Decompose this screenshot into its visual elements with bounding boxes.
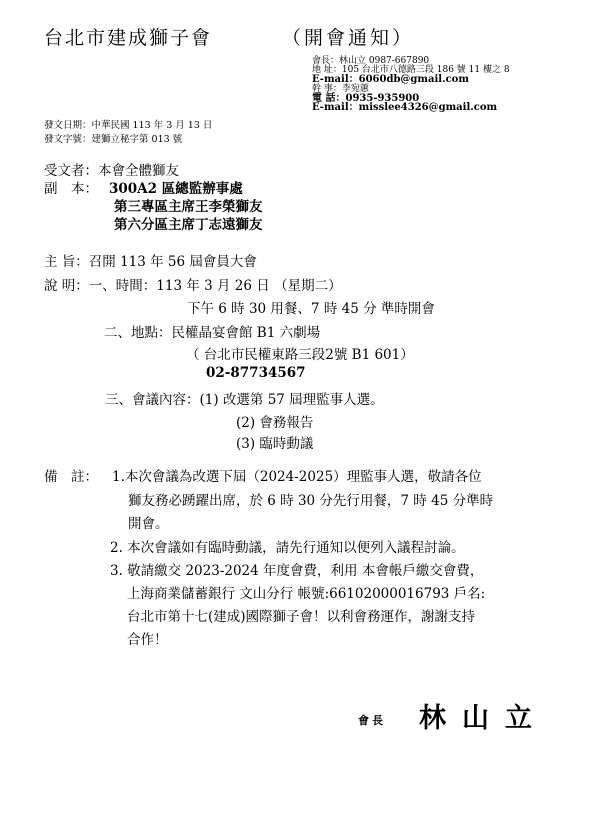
agenda-line-3: (3) 臨時動議 xyxy=(236,436,314,452)
president-contact: 會長：林山立 0987-667890 xyxy=(312,56,430,66)
cc-recipient-1: 300A2 區總監辦事處 xyxy=(109,181,243,197)
note-3-line-4: 合作！ xyxy=(127,632,168,648)
recipient-line: 受文者：本會全體獅友 xyxy=(44,163,179,179)
secretary-contact: 幹 事：李宛蕙 xyxy=(312,83,369,94)
place-phone: 02-87734567 xyxy=(206,365,306,381)
note-1-line-1: 1.本次會議為改選下屆（2024-2025）理監事人選，敬請各位 xyxy=(112,469,482,485)
subject-line: 主 旨：召開 113 年 56 屆會員大會 xyxy=(44,254,257,270)
reference-number: 發文字號：建獅立秘字第 013 號 xyxy=(44,134,183,145)
email-primary: E-mail：6060db@gmail.com xyxy=(312,74,469,86)
note-1-line-2: 獅友務必踴躍出席，於 6 時 30 分先行用餐，7 時 45 分準時 xyxy=(128,493,494,509)
phone-contact: 電 話：0935-935900 xyxy=(312,92,420,104)
remarks-label: 備 註： xyxy=(44,469,98,485)
cc-recipient-3: 第六分區主席丁志遠獅友 xyxy=(114,217,263,233)
cc-recipient-2: 第三專區主席王李榮獅友 xyxy=(114,199,263,215)
time-line-1: 說 明：一、時間：113 年 3 月 26 日 （星期二） xyxy=(44,278,342,294)
agenda-line-2: (2) 會務報告 xyxy=(236,415,314,431)
contact-block xyxy=(312,57,510,112)
note-3-line-1: 3. 敬請繳交 2023-2024 年度會費，利用 本會帳戶繳交會費， xyxy=(110,563,484,579)
email-secondary: E-mail：misslee4326@gmail.com xyxy=(312,102,498,114)
organization-title: 台北市建成獅子會 xyxy=(44,27,213,49)
cc-label: 副 本： xyxy=(44,181,98,197)
note-1-line-3: 開會。 xyxy=(128,516,169,532)
agenda-line-1: 三、會議內容：(1) 改選第 57 屆理監事人選。 xyxy=(105,392,384,408)
place-line-2: （ 台北市民權東路三段2號 B1 601） xyxy=(186,347,414,363)
signature-name: 林山立 xyxy=(419,703,548,734)
signature-title: 會長 xyxy=(358,714,386,727)
issue-date: 發文日期：中華民國 113 年 3 月 13 日 xyxy=(44,120,213,131)
address-contact: 地 址：105 台北市八德路三段 186 號 11 樓之 8 xyxy=(312,65,510,76)
place-line-1: 二、地點：民權晶宴會館 B1 六劇場 xyxy=(104,325,321,341)
time-line-2: 下午 6 時 30 用餐、7 時 45 分 準時開會 xyxy=(187,301,435,317)
meeting-notice-label: （開會通知） xyxy=(282,27,415,49)
note-2: 2. 本次會議如有臨時動議，請先行通知以便列入議程討論。 xyxy=(110,540,465,556)
note-3-line-3: 台北市第十七(建成)國際獅子會！以利會務運作，謝謝支持 xyxy=(127,609,476,625)
note-3-line-2: 上海商業儲蓄銀行 文山分行 帳號:66102000016793 戶名: xyxy=(127,586,486,602)
